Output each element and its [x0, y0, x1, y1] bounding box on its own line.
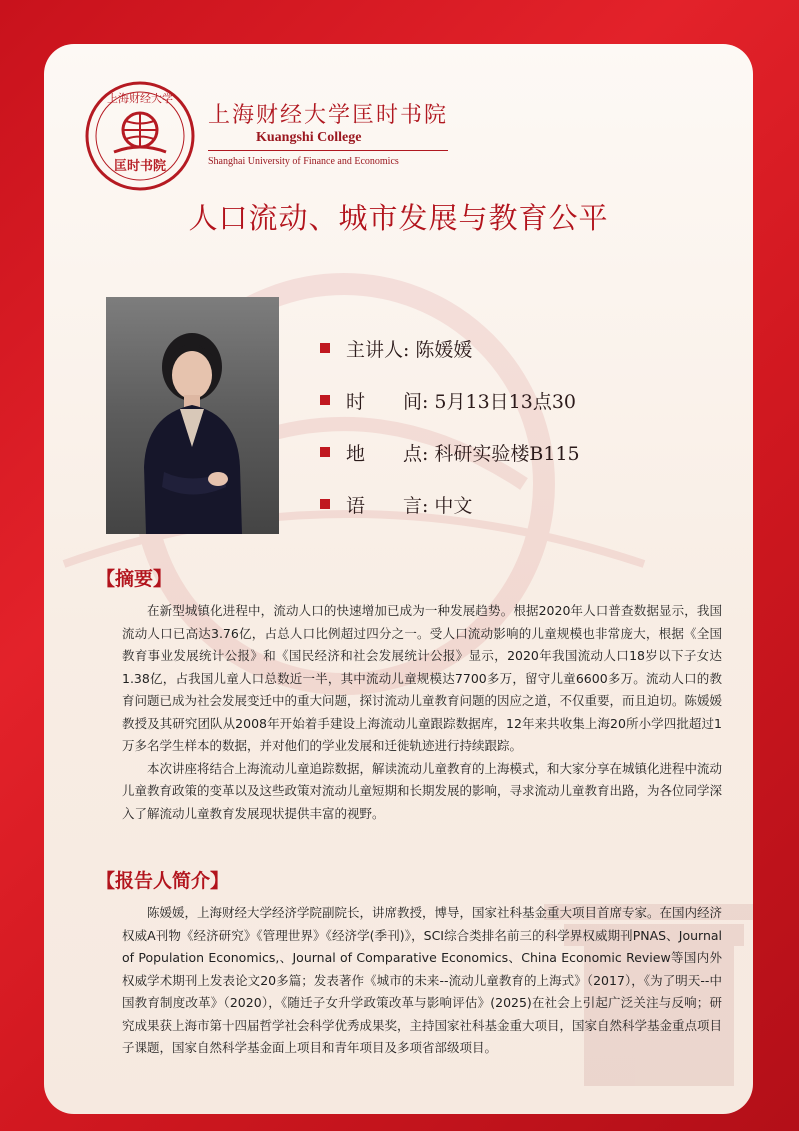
lecture-title: 人口流动、城市发展与教育公平: [188, 201, 609, 235]
poster-card: [44, 44, 753, 1114]
info-label: 主讲人:: [346, 338, 410, 361]
college-name-en: Kuangshi College: [256, 130, 362, 145]
university-name-en: Shanghai University of Finance and Economics: [208, 156, 399, 167]
abstract-body: [122, 600, 722, 825]
bio-body: [122, 902, 722, 1060]
bio-heading: 【报告人简介】: [96, 870, 230, 892]
info-row-language: [320, 478, 720, 530]
info-value: 科研实验楼B115: [434, 442, 580, 465]
bullet-icon: [320, 395, 330, 405]
abstract-heading: 【摘要】: [96, 568, 173, 590]
info-row-speaker: [320, 322, 720, 374]
abstract-paragraph: 在新型城镇化进程中，流动人口的快速增加已成为一种发展趋势。根据2020年人口普查数据显示，我国流动人口已高达3.76亿，占总人口比例超过四分之一。受人口流动影响的儿童规模也非常庞大，根据《全国教育事业发展统计公报》和《国民经济和社会发展统计公报》显示，2020年我国流动人口18岁以下子女达1.38亿，占我国儿童人口总数近一半，其中流动儿童规模达7700多万，留守儿童6600多万。流动人口的教育问题已成为社会发展变迁中的重大问题，探讨流动儿童教育问题的因应之道，不仅重要，而且迫切。陈媛媛教授及其研究团队从2008年开始着手建设上海流动儿童跟踪数据库，12年来共收集上海20所小学四批超过1万多名学生样本的数据，并对他们的学业发展和迁徙轨迹进行持续跟踪。: [122, 603, 723, 753]
bullet-icon: [320, 499, 330, 509]
college-seal-logo: [84, 80, 196, 192]
info-label: 语 言:: [346, 494, 429, 517]
lecture-info: [320, 322, 720, 530]
bullet-icon: [320, 447, 330, 457]
speaker-photo: [106, 297, 279, 534]
info-row-time: [320, 374, 720, 426]
abstract-paragraph: 本次讲座将结合上海流动儿童追踪数据，解读流动儿童教育的上海模式，和大家分享在城镇化进程中流动儿童教育政策的变革以及这些政策对流动儿童短期和长期发展的影响，寻求流动儿童教育出路，为各位同学深入了解流动儿童教育发展现状提供丰富的视野。: [122, 760, 723, 821]
info-value: 陈媛媛: [415, 338, 473, 361]
seal-center-text: 匡时书院: [113, 159, 167, 174]
bio-paragraph: 陈媛媛，上海财经大学经济学院副院长，讲席教授，博导，国家社科基金重大项目首席专家。在国内经济权威A刊物《经济研究》《管理世界》《经济学(季刊)》，SCI综合类排名前三的科学界权威期刊PNAS、Journal of Population Economics,、Journal of Comparative Economics、China Economic Review等国内外权威学术期刊上发表论文20多篇；发表著作《城市的未来--流动儿童教育的上海式》（2017），《为了明天--中国教育制度改革》（2020），《随迁子女升学政策改革与影响评估》(2025)在社会上引起广泛关注与反响；研究成果获上海市第十四届哲学社会科学优秀成果奖，主持国家社科基金重大项目，国家自然科学基金重点项目子课题，国家自然科学基金面上项目和青年项目及多项省部级项目。: [122, 905, 723, 1055]
info-row-location: [320, 426, 720, 478]
seal-top-text: 上海财经大学: [107, 92, 173, 105]
info-value: 5月13日13点30: [434, 390, 577, 413]
info-label: 时 间:: [346, 390, 429, 413]
info-value: 中文: [434, 494, 473, 517]
bullet-icon: [320, 343, 330, 353]
college-header: [84, 80, 449, 210]
info-label: 地 点:: [346, 442, 429, 465]
header-divider: [208, 150, 448, 151]
speaker-portrait-figure: [106, 297, 279, 534]
college-name-cn: 上海财经大学匡时书院: [208, 103, 449, 128]
